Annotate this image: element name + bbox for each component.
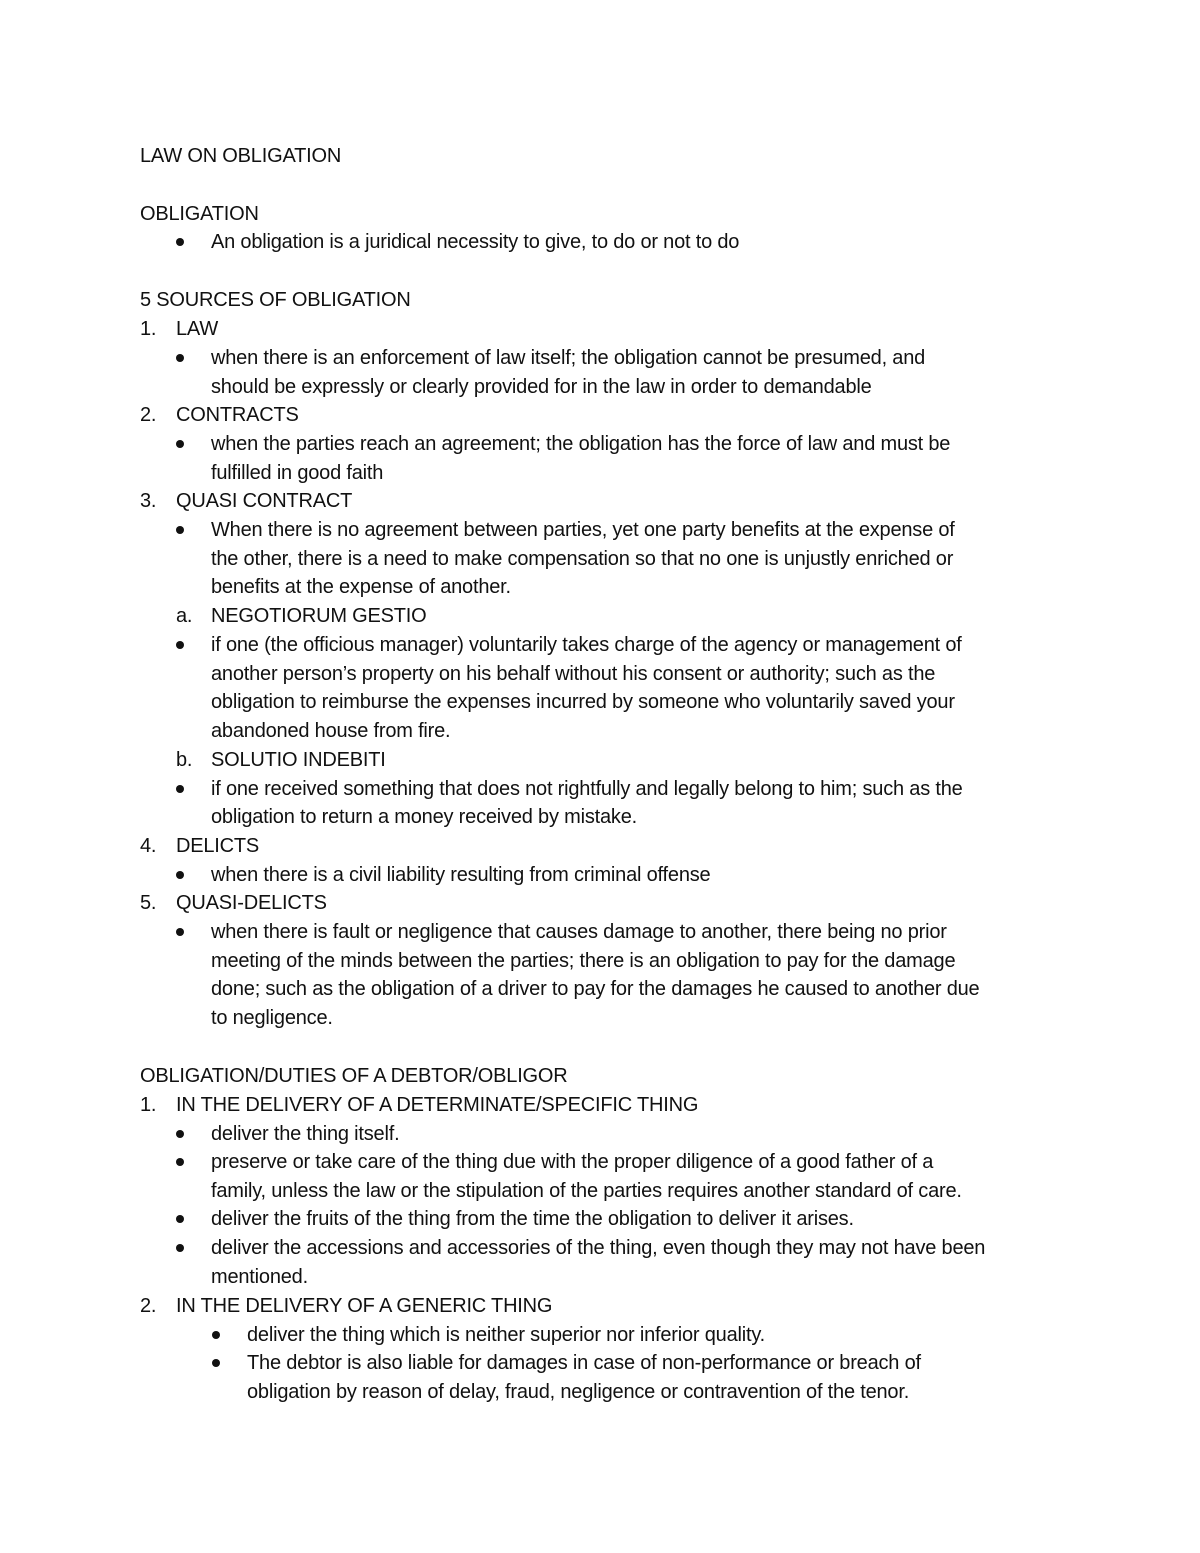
solutio-indebiti-line-2: obligation to return a money received by mistake.	[211, 806, 637, 828]
determinate-bullet-3: deliver the fruits of the thing from the time the obligation to deliver it arises.	[211, 1208, 854, 1230]
subitem-letter-b: b.	[176, 749, 193, 771]
source-delicts-text: when there is a civil liability resulting from criminal offense	[211, 864, 711, 886]
subitem-letter-a: a.	[176, 605, 193, 627]
source-contracts-text-line-1: when the parties reach an agreement; the obligation has the force of law and must be	[211, 433, 951, 455]
duty-number-1: 1.	[140, 1094, 157, 1116]
source-label-law: LAW	[176, 318, 218, 340]
determinate-bullet-2-line-2: family, unless the law or the stipulation of the parties requires another standard of care.	[211, 1180, 962, 1202]
source-law-text-line-2: should be expressly or clearly provided for in the law in order to demandable	[211, 376, 872, 398]
bullet-icon	[176, 785, 184, 793]
duties-heading: OBLIGATION/DUTIES OF A DEBTOR/OBLIGOR	[140, 1065, 568, 1087]
source-number-5: 5.	[140, 892, 157, 914]
negotiorum-gestio-line-1: if one (the officious manager) voluntarily takes charge of the agency or management of	[211, 634, 962, 656]
subitem-label-negotiorum-gestio: NEGOTIORUM GESTIO	[211, 605, 427, 627]
document-title: LAW ON OBLIGATION	[140, 145, 342, 167]
negotiorum-gestio-line-2: another person’s property on his behalf without his consent or authority; such as the	[211, 663, 936, 685]
obligation-definition: An obligation is a juridical necessity to give, to do or not to do	[211, 231, 740, 253]
duty-number-2: 2.	[140, 1295, 157, 1317]
generic-bullet-2-line-2: obligation by reason of delay, fraud, negligence or contravention of the tenor.	[247, 1381, 910, 1403]
source-number-3: 3.	[140, 490, 157, 512]
source-quasi-contract-line-3: benefits at the expense of another.	[211, 576, 511, 598]
duty-label-determinate-thing: IN THE DELIVERY OF A DETERMINATE/SPECIFIC THING	[176, 1094, 699, 1116]
source-label-quasi-contract: QUASI CONTRACT	[176, 490, 353, 512]
bullet-icon	[176, 1158, 184, 1166]
source-quasi-contract-line-1: When there is no agreement between parties, yet one party benefits at the expense of	[211, 519, 955, 541]
generic-bullet-2-line-1: The debtor is also liable for damages in case of non-performance or breach of	[247, 1352, 921, 1374]
source-quasi-contract-line-2: the other, there is a need to make compensation so that no one is unjustly enriched or	[211, 548, 954, 570]
determinate-bullet-4-line-2: mentioned.	[211, 1266, 308, 1288]
generic-bullet-1: deliver the thing which is neither superior nor inferior quality.	[247, 1324, 766, 1346]
quasi-delicts-line-3: done; such as the obligation of a driver to pay for the damages he caused to another due	[211, 978, 980, 1000]
obligation-heading: OBLIGATION	[140, 203, 259, 225]
quasi-delicts-line-2: meeting of the minds between the parties; there is an obligation to pay for the damage	[211, 950, 956, 972]
bullet-icon	[176, 1215, 184, 1223]
quasi-delicts-line-1: when there is fault or negligence that causes damage to another, there being no prior	[211, 921, 947, 943]
negotiorum-gestio-line-3: obligation to reimburse the expenses incurred by someone who voluntarily saved your	[211, 691, 955, 713]
bullet-icon	[176, 526, 184, 534]
source-law-text-line-1: when there is an enforcement of law itself; the obligation cannot be presumed, and	[211, 347, 926, 369]
subitem-label-solutio-indebiti: SOLUTIO INDEBITI	[211, 749, 386, 771]
determinate-bullet-4-line-1: deliver the accessions and accessories of the thing, even though they may not have been	[211, 1237, 986, 1259]
source-number-2: 2.	[140, 404, 157, 426]
determinate-bullet-2-line-1: preserve or take care of the thing due with the proper diligence of a good father of a	[211, 1151, 934, 1173]
bullet-icon	[176, 871, 184, 879]
source-number-4: 4.	[140, 835, 157, 857]
solutio-indebiti-line-1: if one received something that does not rightfully and legally belong to him; such as the	[211, 778, 963, 800]
bullet-icon	[212, 1359, 220, 1367]
source-label-delicts: DELICTS	[176, 835, 260, 857]
bullet-icon	[176, 440, 184, 448]
bullet-icon	[176, 238, 184, 246]
source-contracts-text-line-2: fulfilled in good faith	[211, 462, 384, 484]
bullet-icon	[176, 641, 184, 649]
determinate-bullet-1: deliver the thing itself.	[211, 1123, 400, 1145]
bullet-icon	[212, 1331, 220, 1339]
bullet-icon	[176, 1130, 184, 1138]
bullet-icon	[176, 1244, 184, 1252]
sources-heading: 5 SOURCES OF OBLIGATION	[140, 289, 411, 311]
negotiorum-gestio-line-4: abandoned house from fire.	[211, 720, 451, 742]
source-number-1: 1.	[140, 318, 157, 340]
source-label-contracts: CONTRACTS	[176, 404, 299, 426]
source-label-quasi-delicts: QUASI-DELICTS	[176, 892, 327, 914]
quasi-delicts-line-4: to negligence.	[211, 1007, 333, 1029]
bullet-icon	[176, 354, 184, 362]
duty-label-generic-thing: IN THE DELIVERY OF A GENERIC THING	[176, 1295, 553, 1317]
bullet-icon	[176, 928, 184, 936]
